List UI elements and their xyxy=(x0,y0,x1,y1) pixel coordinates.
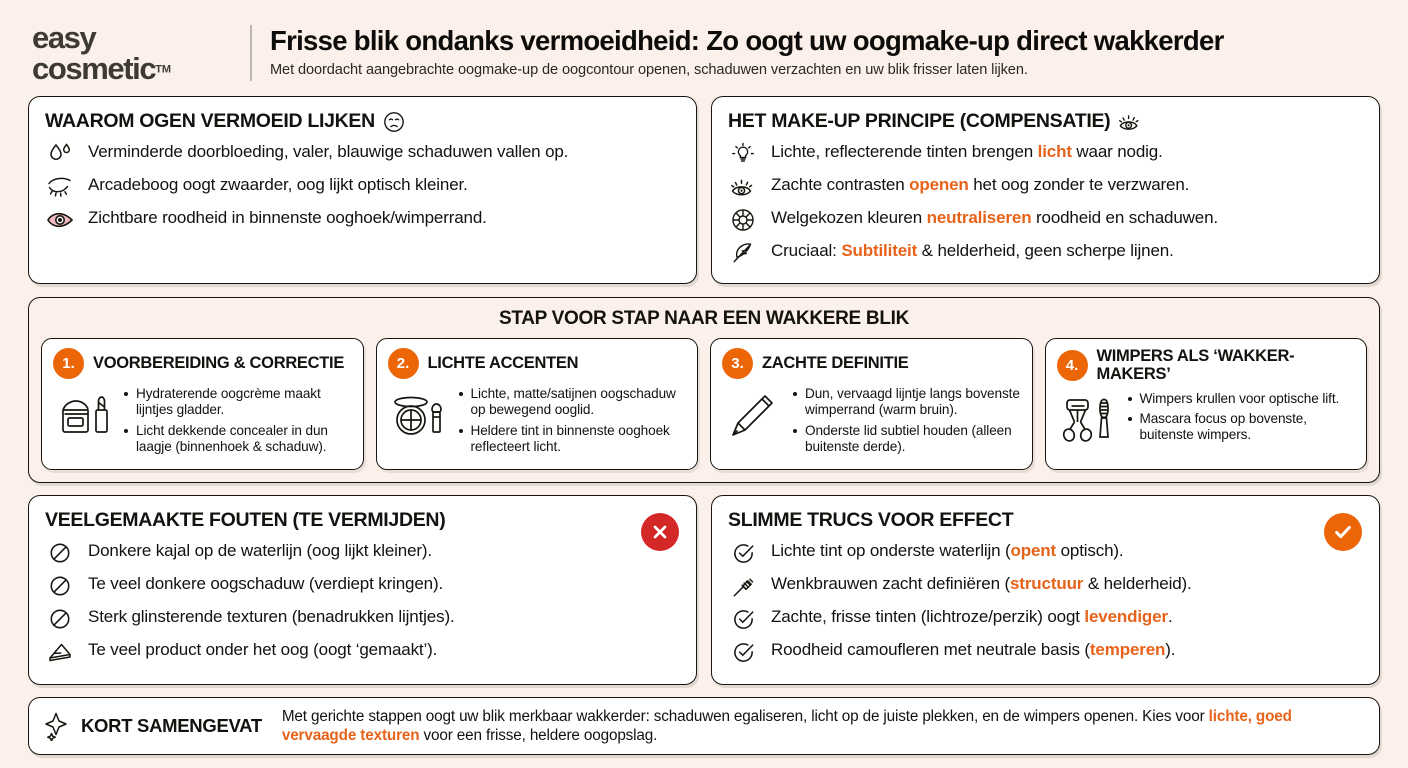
list-item-text: Zachte, frisse tinten (lichtroze/perzik) oogt levendiger. xyxy=(771,607,1173,627)
highlight: neutraliseren xyxy=(926,208,1032,227)
list-item xyxy=(728,141,1363,167)
steps-section xyxy=(28,297,1380,483)
header-divider xyxy=(250,25,252,81)
list-item-text: Zachte contrasten openen het oog zonder te verzwaren. xyxy=(771,175,1190,194)
highlight: licht xyxy=(1037,142,1072,161)
eyeshadow-palette-brush-icon xyxy=(388,386,450,440)
principle-card-list xyxy=(728,141,1363,266)
list-item: Dun, vervaagd lijntje langs bovenste wimperrand (warm bruin). xyxy=(792,386,1021,419)
header-text xyxy=(270,26,1380,79)
step-number-badge: 2. xyxy=(388,348,419,379)
list-item xyxy=(728,573,1363,599)
summary-label-group xyxy=(43,711,268,741)
page-title: Frisse blik ondanks vermoeidheid: Zo oogt uw oogmake-up direct wakkerder xyxy=(270,25,1224,57)
highlight: structuur xyxy=(1010,574,1084,594)
lightbulb-icon xyxy=(728,141,758,167)
step-title: WIMPERS ALS ‘WAKKER-MAKERS’ xyxy=(1096,347,1295,383)
red-eye-icon xyxy=(45,207,75,233)
step-bullets xyxy=(792,386,1021,459)
step-card-3 xyxy=(710,338,1033,470)
list-item xyxy=(45,141,680,167)
cross-badge-icon xyxy=(641,513,679,551)
page-subtitle: Met doordacht aangebrachte oogmake-up de oogcontour openen, schaduwen verzachten en uw blik frisser laten lijken. xyxy=(270,62,1028,79)
highlight: openen xyxy=(909,175,969,194)
tricks-list xyxy=(728,540,1363,665)
mistakes-list xyxy=(45,540,680,665)
tricks-card-title: SLIMME TRUCS VOOR EFFECT xyxy=(728,509,1014,532)
step-header xyxy=(1057,348,1356,384)
list-item-text: Donkere kajal op de waterlijn (oog lijkt kleiner). xyxy=(88,541,432,561)
common-mistakes-card xyxy=(28,495,697,685)
list-item xyxy=(728,639,1363,665)
tired-face-icon xyxy=(383,111,405,133)
makeup-principle-card xyxy=(711,96,1380,284)
check-circle-icon xyxy=(728,606,758,632)
why-card-title-text: WAAROM OGEN VERMOEID LIJKEN xyxy=(45,110,375,132)
highlight: opent xyxy=(1010,541,1057,561)
principle-card-title-text: HET MAKE-UP PRINCIPE (COMPENSATIE) xyxy=(728,110,1111,132)
why-card-list xyxy=(45,141,680,233)
top-row xyxy=(28,96,1380,284)
forbidden-icon xyxy=(45,573,75,599)
highlight: Subtiliteit xyxy=(841,241,918,260)
list-item-text: Sterk glinsterende texturen (benadrukken lijntjes). xyxy=(88,607,455,627)
mistakes-card-title: VEELGEMAAKTE FOUTEN (TE VERMIJDEN) xyxy=(45,509,446,532)
list-item xyxy=(45,639,680,665)
cake-slice-icon xyxy=(45,639,75,665)
list-item xyxy=(728,207,1363,233)
step-bullets xyxy=(123,386,352,459)
lash-curler-mascara-icon xyxy=(1057,391,1119,447)
list-item: Hydraterende oogcrème maakt lijntjes gladder. xyxy=(123,386,352,419)
steps-grid xyxy=(41,338,1367,470)
list-item-text: Te veel product onder het oog (oogt ‘gemaakt’). xyxy=(88,640,438,660)
brand-line-2: cosmetic xyxy=(32,51,156,86)
list-item-text: Welgekozen kleuren neutraliseren roodheid en schaduwen. xyxy=(771,208,1218,227)
step-number-badge: 1. xyxy=(53,348,84,379)
list-item xyxy=(728,174,1363,200)
list-item xyxy=(728,606,1363,632)
step-header xyxy=(722,348,1021,379)
list-item-text: Roodheid camoufleren met neutrale basis (temperen). xyxy=(771,640,1176,660)
steps-section-title: STAP VOOR STAP NAAR EEN WAKKERE BLIK xyxy=(498,308,910,329)
closed-eye-icon xyxy=(45,174,75,200)
list-item-text: Cruciaal: Subtiliteit & helderheid, geen scherpe lijnen. xyxy=(771,241,1174,260)
step-title: ZACHTE DEFINITIE xyxy=(762,353,909,372)
list-item-text: Verminderde doorbloeding, valer, blauwige schaduwen vallen op. xyxy=(88,142,569,161)
trademark-symbol: TM xyxy=(155,63,172,76)
brand-logo xyxy=(32,22,232,84)
step-title: VOORBEREIDING & CORRECTIE xyxy=(93,353,345,372)
forbidden-icon xyxy=(45,606,75,632)
spoolie-brush-icon xyxy=(728,573,758,599)
step-bullets xyxy=(1127,391,1356,448)
check-circle-icon xyxy=(728,540,758,566)
list-item xyxy=(45,540,680,566)
brand-line-1: easy xyxy=(32,20,96,55)
principle-card-title xyxy=(728,110,1363,133)
summary-label: KORT SAMENGEVAT xyxy=(81,715,262,737)
shining-eye-icon xyxy=(728,174,758,200)
list-item: Lichte, matte/satijnen oogschaduw op bewegend ooglid. xyxy=(458,386,687,419)
list-item xyxy=(45,174,680,200)
bottom-row xyxy=(28,495,1380,685)
list-item xyxy=(728,540,1363,566)
step-card-4 xyxy=(1045,338,1368,470)
step-header xyxy=(53,348,352,379)
step-card-2 xyxy=(376,338,699,470)
step-bullets xyxy=(458,386,687,459)
step-body xyxy=(1057,391,1356,448)
check-circle-icon xyxy=(728,639,758,665)
highlight: levendiger xyxy=(1084,607,1168,627)
summary-bar xyxy=(28,697,1380,755)
list-item xyxy=(45,606,680,632)
step-body xyxy=(388,386,687,459)
step-body xyxy=(53,386,352,459)
list-item-text: Zichtbare roodheid in binnenste ooghoek/wimperrand. xyxy=(88,208,487,227)
eyeliner-pencil-icon xyxy=(722,386,784,440)
list-item-text: Arcadeboog oogt zwaarder, oog lijkt optisch kleiner. xyxy=(88,175,468,194)
list-item: Wimpers krullen voor optische lift. xyxy=(1127,391,1356,407)
why-card-title xyxy=(45,110,680,133)
list-item xyxy=(728,240,1363,266)
step-number-badge: 4. xyxy=(1057,350,1088,381)
highlight: lichte, goed vervaagde texturen xyxy=(281,708,1292,745)
color-wheel-icon xyxy=(728,207,758,233)
list-item: Licht dekkende concealer in dun laagje (binnenhoek & schaduw). xyxy=(123,423,352,456)
list-item xyxy=(45,573,680,599)
list-item: Mascara focus op bovenste, buitenste wimpers. xyxy=(1127,411,1356,444)
feather-icon xyxy=(728,240,758,266)
cream-jar-lipstick-icon xyxy=(53,386,115,440)
sparkle-icon xyxy=(43,711,71,741)
step-header xyxy=(388,348,687,379)
step-body xyxy=(722,386,1021,459)
step-title: LICHTE ACCENTEN xyxy=(427,353,579,372)
summary-text: Met gerichte stappen oogt uw blik merkbaar wakkerder: schaduwen egaliseren, licht op de juiste plekken, en de wimpers openen. Kies voor lichte, goed vervaagde texturen voor een frisse, heldere oogopslag. xyxy=(281,708,1292,745)
forbidden-icon xyxy=(45,540,75,566)
highlight: temperen xyxy=(1089,640,1166,660)
smart-tricks-card xyxy=(711,495,1380,685)
list-item-text: Wenkbrauwen zacht definiëren (structuur & helderheid). xyxy=(771,574,1192,594)
why-eyes-look-tired-card xyxy=(28,96,697,284)
step-card-1 xyxy=(41,338,364,470)
check-badge-icon xyxy=(1324,513,1362,551)
list-item-text: Lichte tint op onderste waterlijn (opent optisch). xyxy=(771,541,1124,561)
list-item-text: Te veel donkere oogschaduw (verdiept kringen). xyxy=(88,574,444,594)
list-item xyxy=(45,207,680,233)
list-item: Heldere tint in binnenste ooghoek reflecteert licht. xyxy=(458,423,687,456)
list-item-text: Lichte, reflecterende tinten brengen licht waar nodig. xyxy=(771,142,1163,161)
shining-eye-icon xyxy=(1118,111,1142,133)
header xyxy=(28,14,1380,92)
droplets-icon xyxy=(45,141,75,167)
list-item: Onderste lid subtiel houden (alleen buitenste derde). xyxy=(792,423,1021,456)
step-number-badge: 3. xyxy=(722,348,753,379)
